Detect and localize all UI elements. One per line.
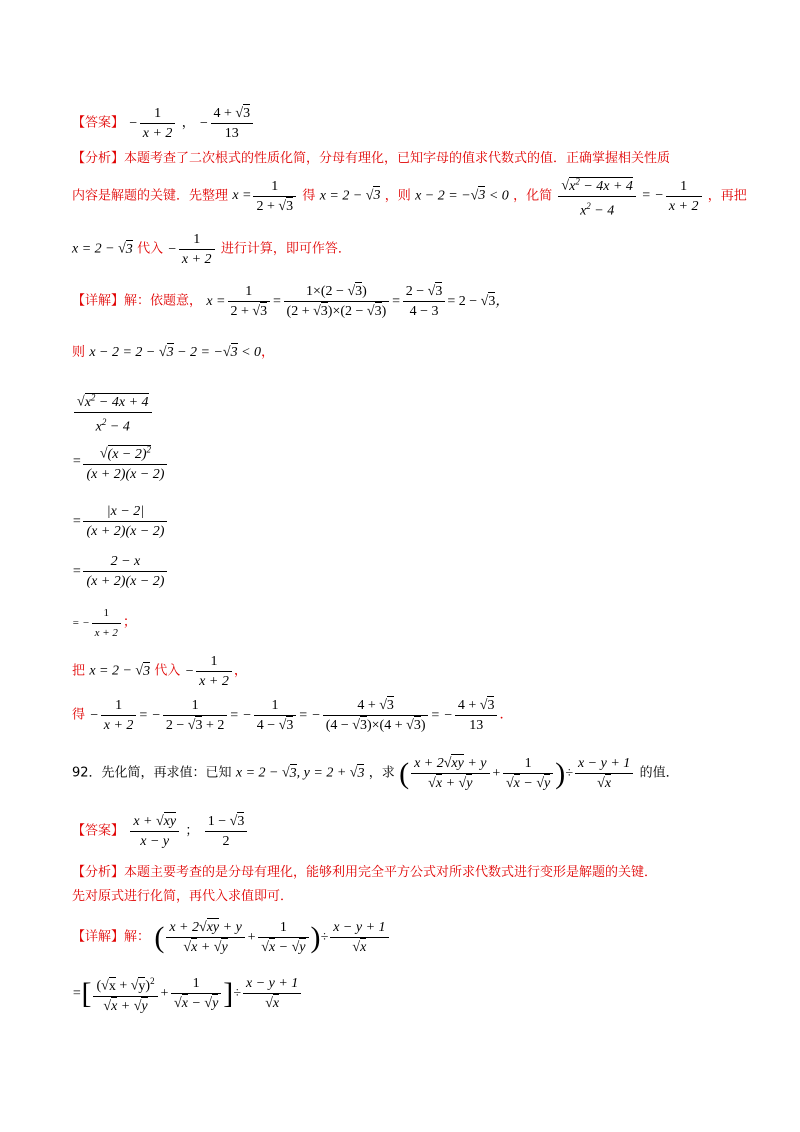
q91-step3: = $\frac{|x - 2|}{(x + 2)(x - 2)}$: [72, 502, 169, 541]
q91-analysis-line3: x = 2 − √3 代入 − $\frac{1}{x + 2}$ 进行计算，即可作答．: [72, 232, 351, 267]
q92-detail-line1: 【详解】解： ( $\frac{x + 2√xy + y}{√x + √y}$ + $\frac{1}{√x - √y}$ )÷ $\frac{x - y + 1}{√x}$: [72, 918, 391, 957]
q91-detail-line2: 则 x − 2 = 2 − √3 − 2 = −√3 < 0，: [72, 344, 275, 360]
q91-detail-line1: 【详解】解：依题意， x = $\frac{1}{2 + √3}$ = $\frac{1\times(2 - √3)}{(2 + √3)\times(2 - √3)}$ = $\frac{2 - √3}{4 - 3}$ = 2 − √3，: [72, 284, 510, 319]
q92-stem: 92．先化简，再求值：已知 x = 2 − √3, y = 2 + √3 ，求 ( $\frac{x + 2√xy + y}{√x + √y}$ + $\frac{1}{√x - √y}$ )÷ $\frac{x - y + 1}{√x}$ 的值．: [72, 756, 679, 791]
q91-step2: = $\frac{√(x - 2)^2}{(x + 2)(x - 2)}$: [72, 440, 169, 484]
q91-substitute: 把 x = 2 − √3 代入 − $\frac{1}{x + 2}$ ，: [72, 654, 248, 689]
q92-answer-line: 【答案】 $\frac{x + √xy}{x - y}$ ； $\frac{1 - √3}{2}$: [72, 812, 249, 851]
answer-expression-2: − $\frac{4 + √3}{13}$: [199, 116, 255, 131]
answer-label: 【答案】: [72, 115, 125, 131]
q91-answer-line: 【答案】 − $\frac{1}{x + 2}$ ， − $\frac{4 + √3}{13}$: [72, 104, 255, 143]
q92-analysis-line1: 【分析】本题主要考查的是分母有理化，能够利用完全平方公式对所求代数式进行变形是解题的关键．: [72, 865, 658, 880]
q91-step4: = $\frac{2 - x}{(x + 2)(x - 2)}$: [72, 552, 169, 591]
q92-analysis-line2: 先对原式进行化简，再代入求值即可．: [72, 889, 294, 904]
q91-step1: $\frac{√x^2 - 4x + 4}{x^2 - 4}$: [72, 388, 154, 436]
q91-result: 得 − $\frac{1}{x + 2}$ = − $\frac{1}{2 - √3 + 2}$ = − $\frac{1}{4 - √3}$ = − $\frac{4 + √3}{(4 - √3)\times(4 + √3)}$ = − $\frac{4 + √3}{13}$ ．: [72, 698, 513, 733]
q91-analysis-line1: 【分析】本题考查了二次根式的性质化简，分母有理化，已知字母的值求代数式的值．正确掌握相关性质: [72, 151, 671, 166]
q92-detail-line2: =[ $\frac{(√x + √y)^2}{√x + √y}$ + $\frac{1}{√x - √y}$ ]÷ $\frac{x - y + 1}{√x}$: [72, 972, 303, 1016]
q91-step5: = − $\frac{1}{x + 2}$ ；: [72, 604, 136, 643]
answer-expression-1: − $\frac{1}{x + 2}$: [128, 116, 177, 131]
q91-analysis-line2: 内容是解题的关键．先整理 x = $\frac{1}{2 + √3}$ 得 x = 2 − √3 ，则 x − 2 = −√3 < 0 ，化简 $\frac{√x^2 - 4x + 4}{x^2 - 4}$ = − $\frac{1}{x + 2}$ ，再把: [72, 172, 752, 220]
